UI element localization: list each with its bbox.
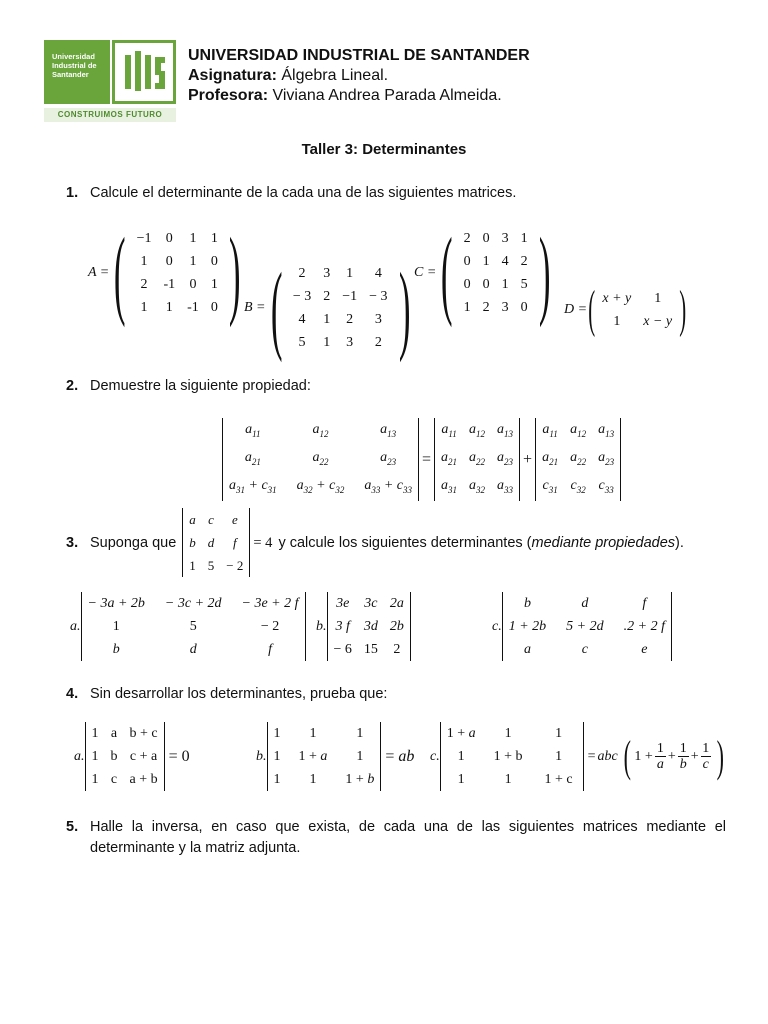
- question-text: Suponga que: [90, 534, 177, 551]
- question-emphasis: mediante propiedades: [531, 534, 676, 551]
- determinant-lhs: $a_{11}$ $a_{12}$ $a_{13}$ $a_{21}$ $a_{22}$ $a_{23}$ $a_{31} + c_{31}$ $a_{32} + c_{32}$ $a_{33} + c_{33}$: [222, 418, 419, 501]
- property-equation: [222, 418, 621, 501]
- q4-det-c: [430, 722, 728, 791]
- q3-det-c: [492, 592, 672, 661]
- determinant: b d f 1 + 2b 5 + 2d .2 + 2 f a c e: [502, 592, 672, 661]
- left-paren: (: [270, 252, 282, 363]
- determinant: − 3a + 2b − 3c + 2d − 3e + 2 f 1 5 − 2 b d f: [81, 592, 306, 661]
- determinant-rhs-2: $a_{11}$ $a_{12}$ $a_{13}$ $a_{21}$ $a_{22}$ $a_{23}$ $c_{31}$ $c_{32}$ $c_{33}$: [535, 418, 621, 501]
- item-label: c.: [430, 748, 440, 764]
- item-label: b.: [256, 748, 267, 764]
- logo-line: Universidad: [52, 52, 95, 61]
- question-1: [66, 183, 516, 203]
- matrix-d: [564, 281, 687, 338]
- right-paren: ): [398, 252, 411, 363]
- q3-det-a: [70, 592, 306, 661]
- left-paren: (: [588, 281, 596, 338]
- university-logo: [44, 40, 176, 122]
- question-5: [66, 817, 726, 859]
- subject-label: Asignatura:: [188, 67, 277, 84]
- q4-det-b: [256, 722, 414, 791]
- question-3: [66, 508, 684, 577]
- university-name: UNIVERSIDAD INDUSTRIAL DE SANTANDER: [188, 47, 530, 64]
- matrix-label: B =: [244, 300, 266, 315]
- teacher-value: Viviana Andrea Parada Almeida.: [272, 87, 502, 104]
- question-text: Sin desarrollar los determinantes, prueba que:: [90, 686, 388, 702]
- matrix-c: [414, 217, 555, 328]
- question-text: Demuestre la siguiente propiedad:: [90, 378, 311, 394]
- determinant: 1 1 1 1 1 + a 1 1 1 1 + b: [267, 722, 382, 791]
- determinant-rhs-1: $a_{11}$ $a_{12}$ $a_{13}$ $a_{21}$ $a_{22}$ $a_{23}$ $a_{31}$ $a_{32}$ $a_{33}$: [434, 418, 520, 501]
- item-label: a.: [74, 748, 85, 764]
- question-number: 2.: [66, 378, 79, 394]
- right-paren: ): [538, 217, 551, 328]
- uis-emblem-icon: [112, 40, 176, 104]
- right-paren: ): [228, 217, 241, 328]
- matrix-table: 2 0 3 1 0 1 4 2 0 0 1 5 1 2 3 0: [463, 231, 528, 315]
- item-label: a.: [70, 618, 81, 634]
- matrix-label: D =: [564, 302, 588, 317]
- matrix-label: A =: [88, 265, 110, 280]
- matrix-table: 2 3 1 4 − 3 2 −1 − 3 4 1 2 3 5 1 3 2: [292, 266, 388, 350]
- question-number: 4.: [66, 686, 79, 702]
- question-number: 3.: [66, 534, 79, 551]
- subject-value: Álgebra Lineal.: [281, 67, 389, 84]
- question-number: 1.: [66, 185, 79, 201]
- given-value: = 4: [253, 534, 273, 551]
- equals-sign: =: [422, 450, 432, 468]
- logo-text-block: [44, 40, 110, 104]
- matrix-a: [88, 217, 245, 328]
- item-label: c.: [492, 618, 502, 634]
- question-text: y calcule los siguientes determinantes (: [278, 534, 532, 551]
- plus-sign: +: [523, 450, 533, 468]
- q3-det-b: [316, 592, 411, 661]
- determinant: 3e 3c 2a 3 f 3d 2b − 6 15 2: [327, 592, 411, 661]
- left-paren: (: [114, 217, 126, 328]
- logo-slogan: CONSTRUIMOS FUTURO: [44, 108, 176, 122]
- left-paren: (: [441, 217, 453, 328]
- logo-line: Santander: [52, 70, 89, 79]
- question-text: ).: [675, 534, 684, 551]
- matrix-b: [244, 252, 415, 363]
- result: = ab: [385, 747, 415, 765]
- matrix-table: x + y 1 1 x − y: [602, 291, 673, 329]
- item-label: b.: [316, 618, 327, 634]
- result: = 0: [168, 747, 190, 765]
- right-paren: ): [679, 281, 687, 338]
- determinant: 1 + a 1 1 1 1 + b 1 1 1 1 + c: [440, 722, 584, 791]
- teacher-label: Profesora:: [188, 87, 269, 104]
- question-number: 5.: [66, 819, 79, 835]
- q4-det-a: [74, 722, 190, 791]
- result: = abc ( 1 + 1 a + 1 b + 1 c ): [587, 731, 724, 781]
- determinant: 1 a b + c 1 b c + a 1 c a + b: [85, 722, 165, 791]
- given-determinant: a c e b d f 1 5 − 2: [182, 508, 250, 577]
- question-2: [66, 376, 311, 396]
- question-text: Halle la inversa, en caso que exista, de cada una de las siguientes matrices mediante el determinante y la matriz adjunta.: [90, 819, 726, 856]
- matrix-table: −1 0 1 1 1 0 1 0 2 -1 0 1 1 1 -1 0: [136, 231, 218, 315]
- matrix-label: C =: [414, 265, 437, 280]
- page-title: Taller 3: Determinantes: [301, 141, 467, 158]
- question-text: Calcule el determinante de la cada una de las siguientes matrices.: [90, 185, 517, 201]
- header-text: [188, 46, 530, 106]
- question-4: [66, 684, 387, 704]
- logo-line: Industrial de: [52, 61, 97, 70]
